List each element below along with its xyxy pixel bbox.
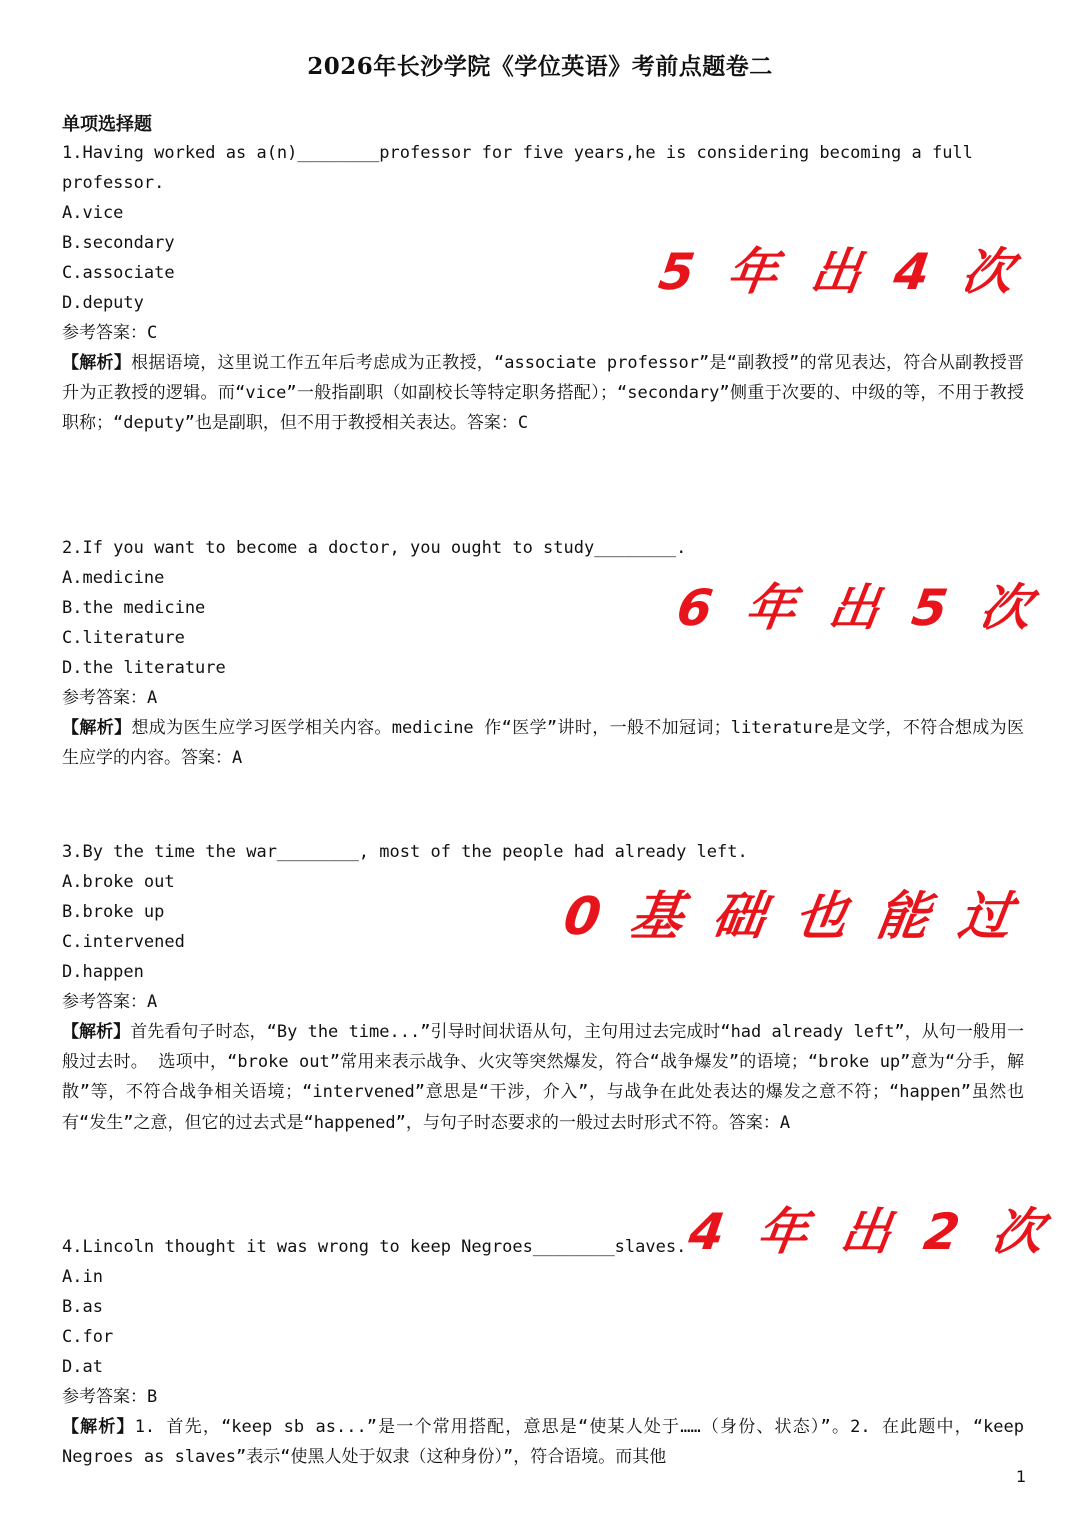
q4-option-c: C.for — [62, 1327, 114, 1347]
q4-option-d: D.at — [62, 1357, 103, 1377]
q2-stem: 2.If you want to become a doctor, you ought to study________. — [62, 538, 687, 558]
q3-handwritten-note: 0 基 础 也 能 过 — [560, 887, 1022, 947]
q3-stem: 3.By the time the war________, most of the people had already left. — [62, 842, 748, 862]
q4-option-b: B.as — [62, 1297, 103, 1317]
q1-analysis — [62, 348, 1024, 439]
q3-analysis-label: 【解析】 — [62, 1022, 131, 1042]
q4-analysis-label: 【解析】 — [62, 1417, 135, 1437]
q1-analysis-label: 【解析】 — [62, 353, 132, 373]
q4-analysis — [62, 1412, 1024, 1472]
q3-analysis — [62, 1017, 1024, 1138]
q4-option-a: A.in — [62, 1267, 103, 1287]
q3-answer: 参考答案：A — [62, 992, 158, 1012]
q3-option-b: B.broke up — [62, 902, 165, 922]
q2-option-d: D.the literature — [62, 658, 226, 678]
q3-option-d: D.happen — [62, 962, 144, 982]
q2-option-a: A.medicine — [62, 568, 165, 588]
q1-option-d: D.deputy — [62, 293, 144, 313]
q1-stem-line2: professor. — [62, 173, 165, 193]
q2-analysis-label: 【解析】 — [62, 718, 132, 738]
q1-stem-line1: 1.Having worked as a(n)________professor for five years,he is considering becoming a full — [62, 143, 973, 163]
q2-analysis — [62, 713, 1024, 773]
page-title: 2026年长沙学院《学位英语》考前点题卷二 — [307, 53, 773, 80]
q2-answer: 参考答案：A — [62, 688, 158, 708]
q1-option-b: B.secondary — [62, 233, 175, 253]
q2-option-c: C.literature — [62, 628, 185, 648]
q1-answer: 参考答案：C — [62, 323, 158, 343]
q2-handwritten-note: 6 年 出 5 次 — [673, 579, 1043, 637]
q4-stem: 4.Lincoln thought it was wrong to keep Negroes________slaves. — [62, 1237, 687, 1257]
q1-option-a: A.vice — [62, 203, 124, 223]
q4-handwritten-note: 4 年 出 2 次 — [685, 1203, 1055, 1261]
q4-analysis-text: 1. 首先，“keep sb as...”是一个常用搭配，意思是“使某人处于……（身份、状态）”。2. 在此题中，“keep Negroes as slaves”表示“使黑人处于奴隶（这种身份）”，符合语境。而其他 — [62, 1417, 1025, 1468]
q3-analysis-text: 首先看句子时态，“By the time...”引导时间状语从句，主句用过去完成时“had already left”，从句一般用一般过去时。 选项中，“broke out”常用来表示战争、火灾等突然爆发，符合“战争爆发”的语境；“broke up”意为“分手，解散”等，不符合战争相关语境；“intervened”意思是“干涉，介入”，与战争在此处表达的爆发之意不符；“happen”虽然也有“发生”之意，但它的过去式是“happened”，与句子时态要求的一般过去时形式不符。答案：A — [62, 1022, 1025, 1133]
q1-option-c: C.associate — [62, 263, 175, 283]
q4-answer: 参考答案：B — [62, 1387, 158, 1407]
q3-option-a: A.broke out — [62, 872, 175, 892]
q1-analysis-text: 根据语境，这里说工作五年后考虑成为正教授，“associate professor”是“副教授”的常见表达，符合从副教授晋升为正教授的逻辑。而“vice”一般指副职（如副校长等特定职务搭配）；“secondary”侧重于次要的、中级的等，不用于教授职称；“deputy”也是副职，但不用于教授相关表达。答案：C — [62, 353, 1024, 434]
q3-option-c: C.intervened — [62, 932, 185, 952]
page-number: 1 — [1016, 1467, 1027, 1486]
q1-handwritten-note: 5 年 出 4 次 — [655, 243, 1025, 301]
q2-option-b: B.the medicine — [62, 598, 206, 618]
q2-analysis-text: 想成为医生应学习医学相关内容。medicine 作“医学”讲时，一般不加冠词；literature是文学，不符合想成为医生应学的内容。答案：A — [62, 718, 1025, 769]
section-heading: 单项选择题 — [62, 114, 152, 135]
